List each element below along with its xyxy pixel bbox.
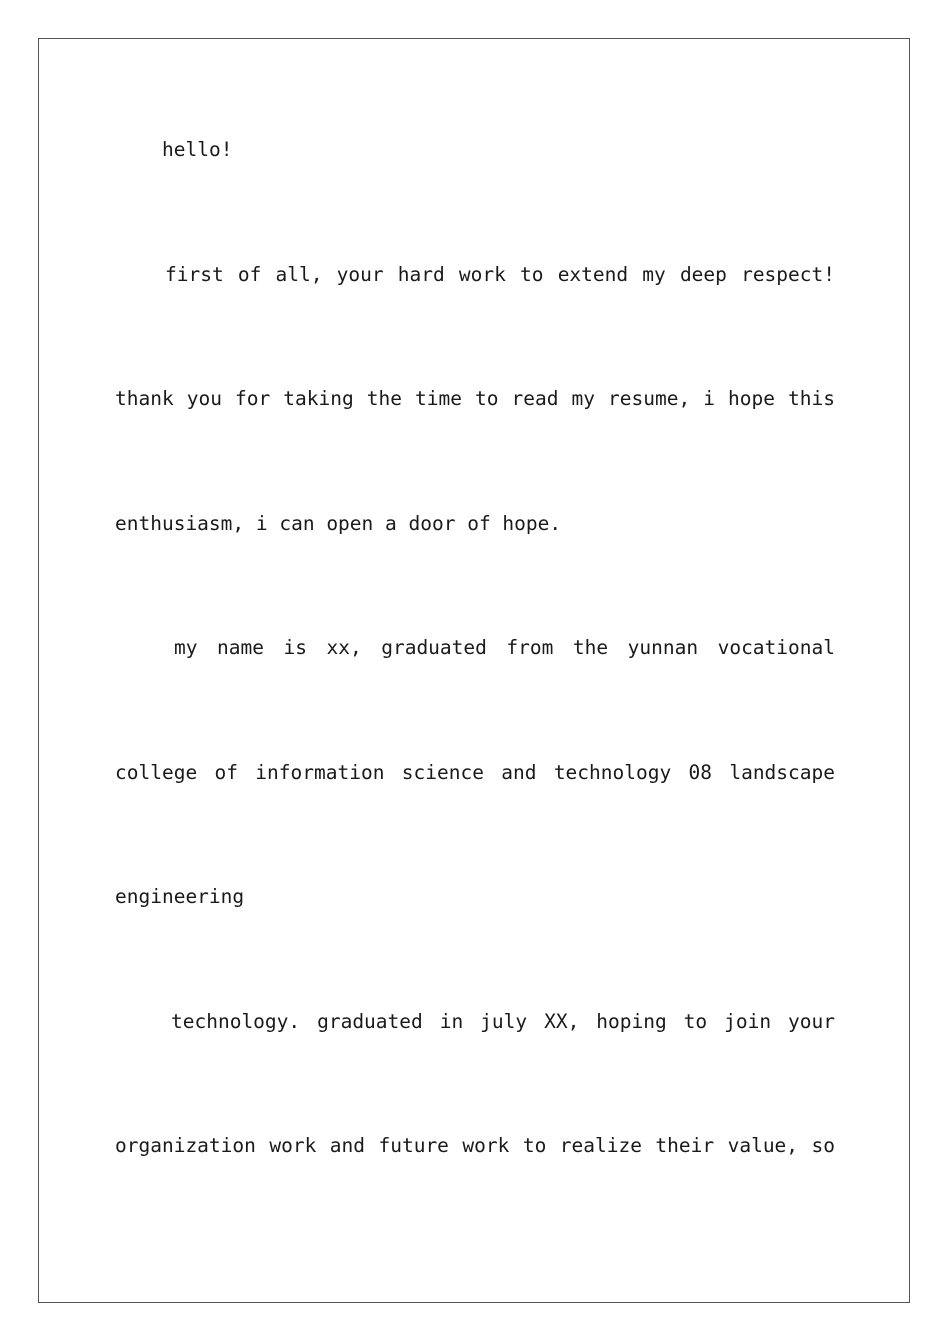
paragraph-line: enthusiasm, i can open a door of hope. — [115, 512, 562, 535]
paragraph-line: organization work and future work to realize their value, so — [115, 1134, 835, 1157]
paragraph-line: my name is xx, graduated from the yunnan vocational — [174, 636, 835, 659]
paragraph-line: engineering — [115, 885, 245, 908]
greeting-line: hello! — [162, 138, 233, 161]
paragraph-line: college of information science and technology 08 landscape — [115, 761, 835, 784]
paragraph-line: thank you for taking the time to read my resume, i hope this — [115, 387, 835, 410]
page-frame — [38, 38, 910, 1303]
paragraph-line: technology. graduated in july XX, hoping to join your — [171, 1010, 835, 1033]
paragraph-line: first of all, your hard work to extend my deep respect! — [165, 263, 835, 286]
